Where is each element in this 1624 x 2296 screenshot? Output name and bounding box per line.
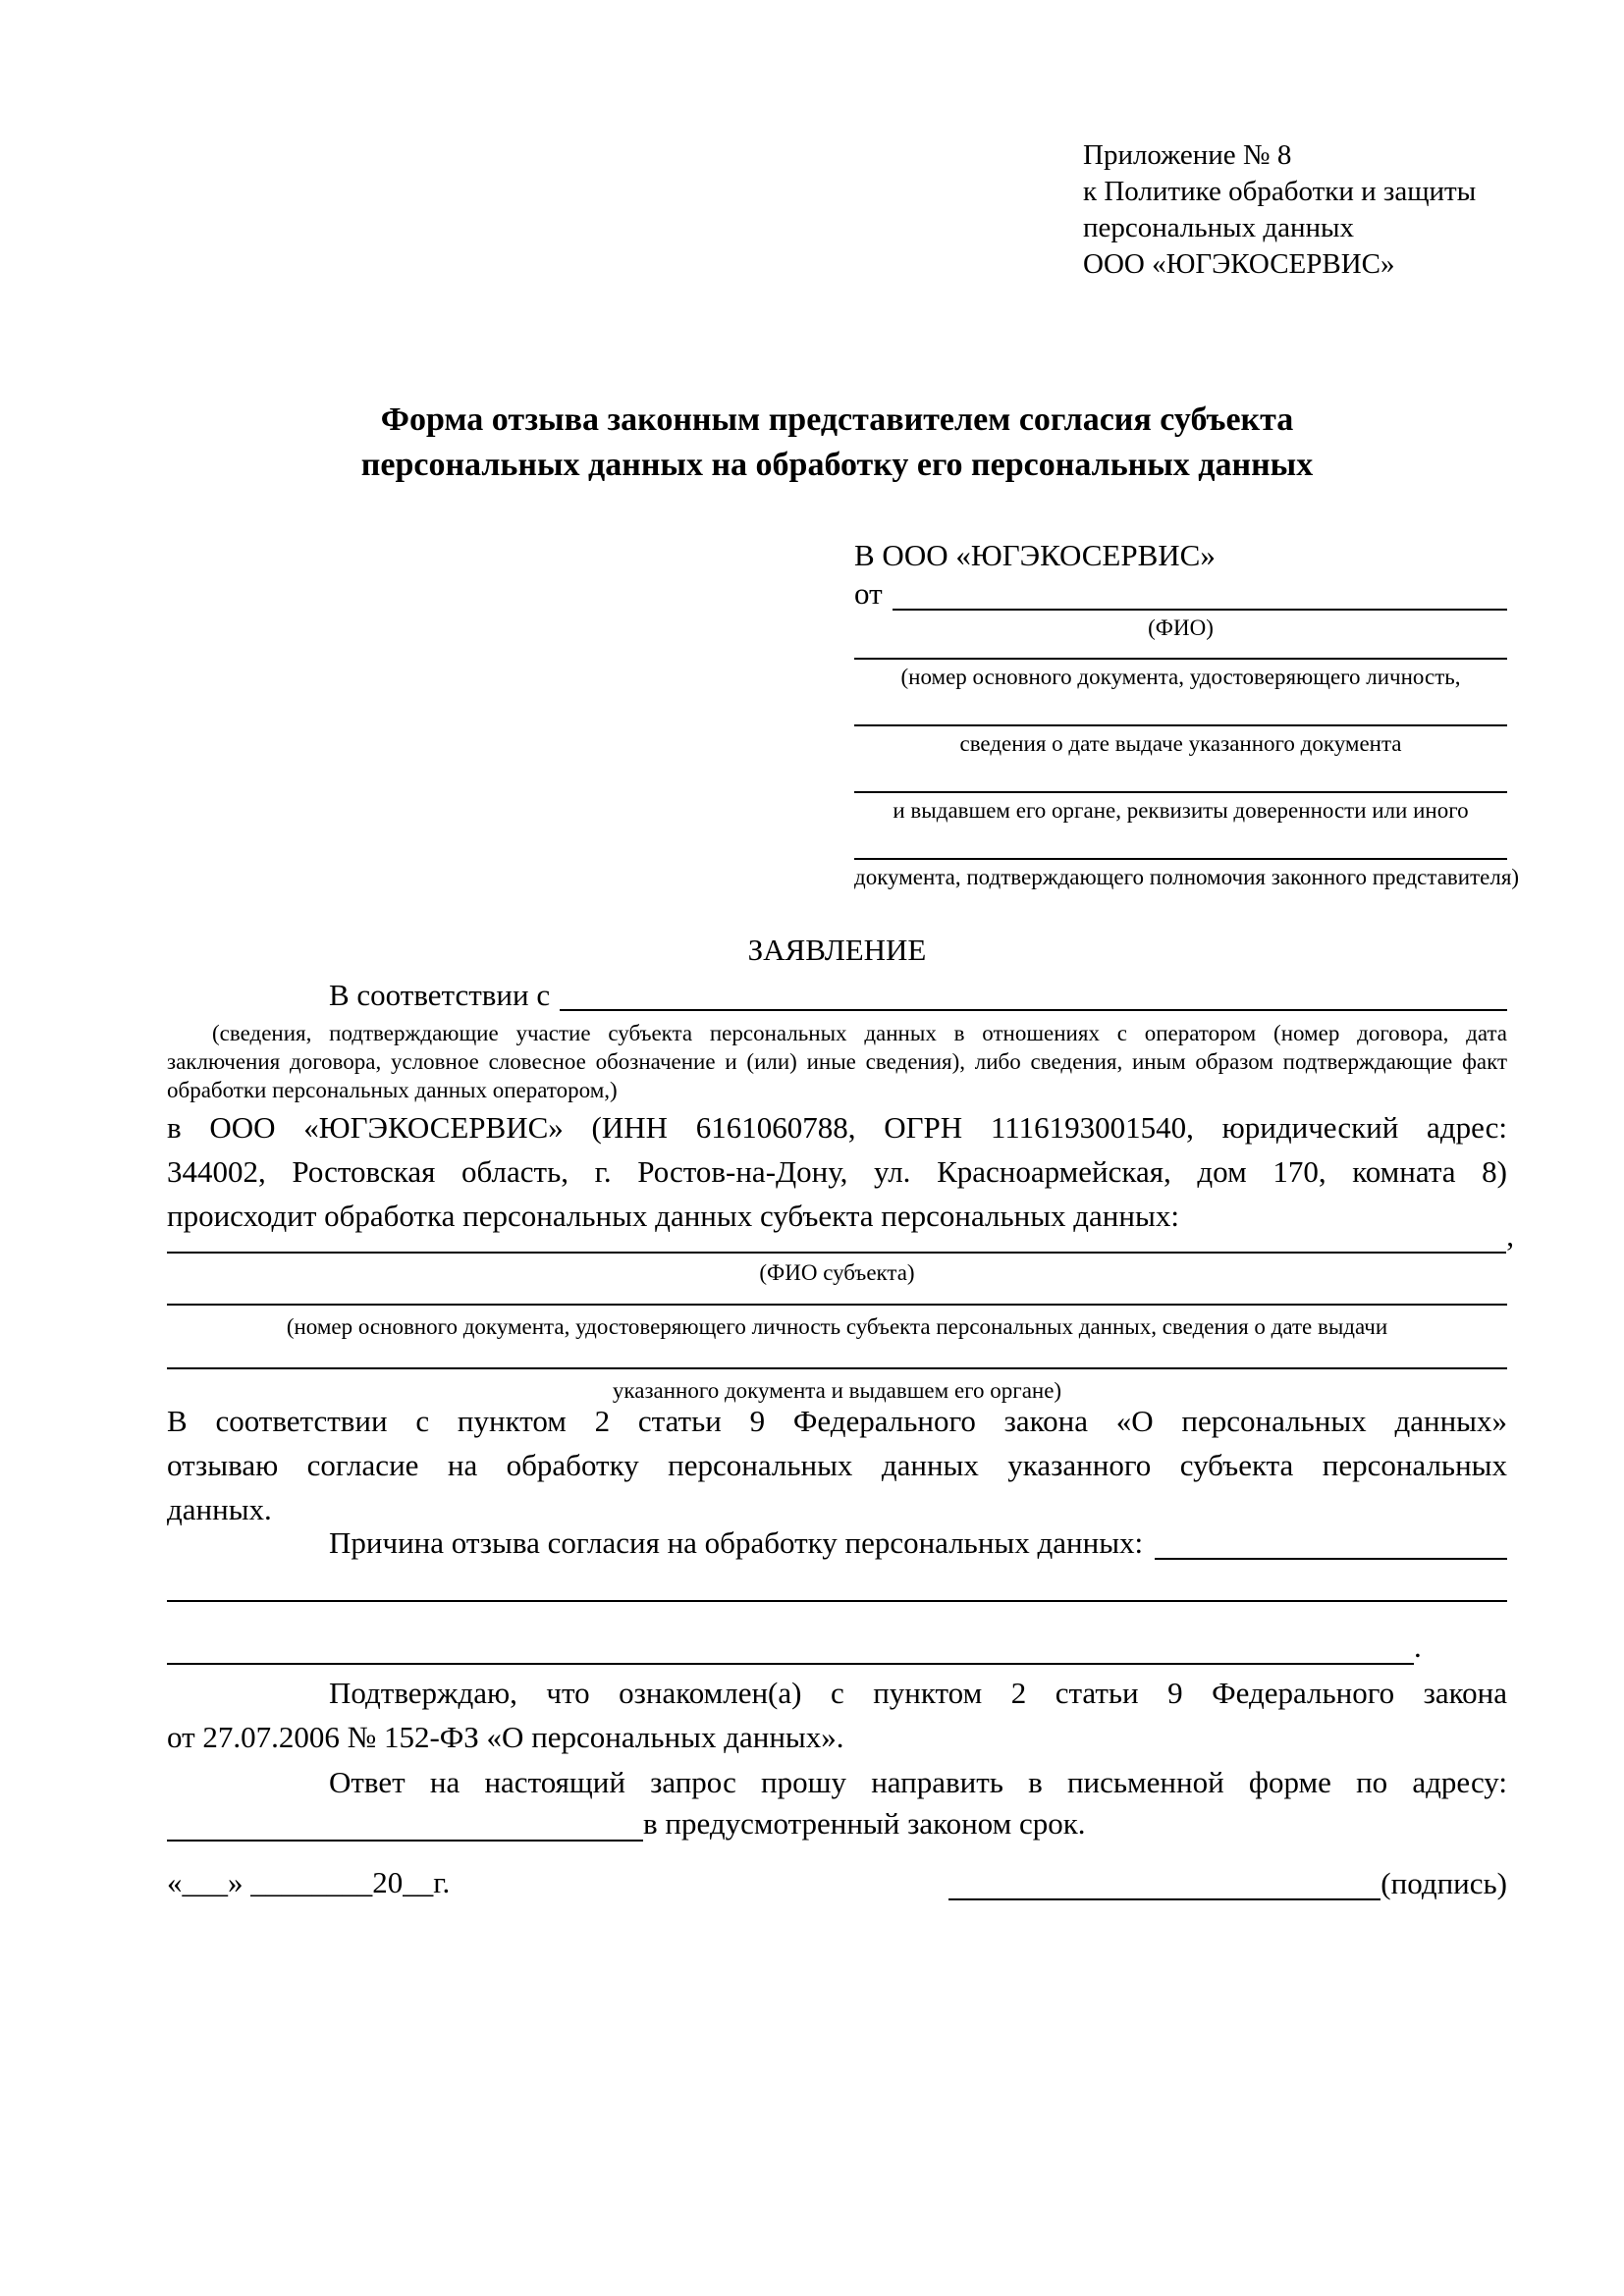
representative-doc-caption-1: (номер основного документа, удостоверяющего личность, [900, 665, 1461, 689]
withdrawal-paragraph-line-1: В соответствии с пунктом 2 статьи 9 Федерального закона «О персональных данных» [167, 1404, 1507, 1438]
subject-doc-fill-line-2 [167, 1367, 1507, 1369]
statement-heading: ЗАЯВЛЕНИЕ [747, 933, 927, 967]
signature-group [948, 1865, 1507, 1900]
operator-paragraph-line-1: в ООО «ЮГЭКОСЕРВИС» (ИНН 6161060788, ОГРН 1116193001540, юридический адрес: [167, 1110, 1507, 1145]
document-title-line-2: персональных данных на обработку его персональных данных [360, 447, 1314, 483]
signature-fill-line [948, 1865, 1380, 1900]
reply-address-row [167, 1804, 1507, 1842]
intro-row [167, 978, 1507, 1011]
reason-end-row [167, 1629, 1507, 1665]
trailing-comma: , [1506, 1218, 1514, 1253]
appendix-line-4: ООО «ЮГЭКОСЕРВИС» [1083, 248, 1395, 280]
appendix-header [1083, 137, 1515, 283]
appendix-line-1: Приложение № 8 [1083, 139, 1292, 171]
confirmation-paragraph-line-2: от 27.07.2006 № 152-ФЗ «О персональных данных». [167, 1720, 844, 1754]
withdrawal-paragraph [167, 1399, 1507, 1531]
reason-fill-line-3 [167, 1663, 1414, 1665]
reason-fill-line-1 [1155, 1558, 1507, 1560]
operator-paragraph-line-2: 344002, Ростовская область, г. Ростов-на-Дону, ул. Красноармейская, дом 170, комната 8) [167, 1154, 1507, 1189]
fio-caption: (ФИО) [1148, 615, 1214, 640]
signature-caption: (подпись) [1380, 1866, 1507, 1900]
basis-note [167, 1019, 1507, 1104]
document-title-line-1: Форма отзыва законным представителем согласия субъекта [380, 401, 1294, 438]
representative-doc-caption-2: сведения о дате выдаче указанного документа [959, 731, 1402, 756]
from-row [854, 575, 1507, 611]
from-label: от [854, 576, 883, 611]
subject-doc-caption-2: указанного документа и выдавшем его органе) [612, 1378, 1062, 1403]
operator-paragraph [167, 1105, 1507, 1238]
appendix-line-2: к Политике обработки и защиты [1083, 176, 1477, 207]
trailing-period: . [1414, 1629, 1422, 1664]
representative-doc-fill-line-3 [854, 791, 1507, 793]
addressee-block [854, 536, 1520, 891]
reply-request-line: Ответ на настоящий запрос прошу направить в письменной форме по адресу: [329, 1765, 1507, 1799]
reply-address-fill-line [167, 1840, 643, 1842]
basis-note-line-2: заключения договора, условное словесное обозначение и (или) иные сведения), либо сведения, иным образом подтверждающие факт [167, 1049, 1507, 1074]
intro-prefix: В соответствии с [329, 978, 551, 1012]
reply-request-suffix: в предусмотренный законом срок. [643, 1806, 1086, 1841]
basis-note-line-3: обработки персональных данных оператором,) [167, 1078, 618, 1102]
operator-paragraph-line-3: происходит обработка персональных данных субъекта персональных данных: [167, 1199, 1179, 1233]
reason-row [167, 1524, 1507, 1560]
addressee-to: В ООО «ЮГЭКОСЕРВИС» [854, 538, 1216, 572]
basis-fill-line [560, 1009, 1507, 1011]
reason-label: Причина отзыва согласия на обработку персональных данных: [329, 1525, 1144, 1560]
representative-doc-fill-line-1 [854, 658, 1507, 660]
confirmation-paragraph [167, 1671, 1507, 1759]
withdrawal-paragraph-line-2: отзываю согласие на обработку персональных данных указанного субъекта персональных [167, 1448, 1507, 1482]
appendix-line-3: персональных данных [1083, 212, 1355, 243]
subject-doc-caption-1: (номер основного документа, удостоверяющего личность субъекта персональных данных, сведения о дате выдачи [286, 1314, 1388, 1339]
representative-doc-fill-line-2 [854, 724, 1507, 726]
withdrawal-paragraph-line-3: данных. [167, 1492, 272, 1526]
subject-doc-fill-line-1 [167, 1304, 1507, 1306]
basis-note-line-1: (сведения, подтверждающие участие субъекта персональных данных в отношениях с оператором (номер договора, дата [212, 1021, 1507, 1045]
footer-row [167, 1865, 1507, 1900]
subject-fio-row [167, 1220, 1514, 1254]
representative-doc-caption-3: и выдавшем его органе, реквизиты доверенности или иного [893, 798, 1469, 823]
date-fill-text: «___» ________20__г. [167, 1865, 451, 1899]
document-title [167, 398, 1507, 488]
representative-doc-fill-line-4 [854, 858, 1507, 860]
subject-fio-caption: (ФИО субъекта) [759, 1260, 915, 1285]
reason-fill-line-2 [167, 1600, 1507, 1602]
subject-fio-fill-line [167, 1252, 1506, 1254]
confirmation-paragraph-line-1: Подтверждаю, что ознакомлен(а) с пунктом 2 статьи 9 Федерального закона [329, 1676, 1507, 1710]
representative-doc-caption-4: документа, подтверждающего полномочия законного представителя) [854, 865, 1520, 889]
representative-fio-fill-line [893, 609, 1507, 611]
